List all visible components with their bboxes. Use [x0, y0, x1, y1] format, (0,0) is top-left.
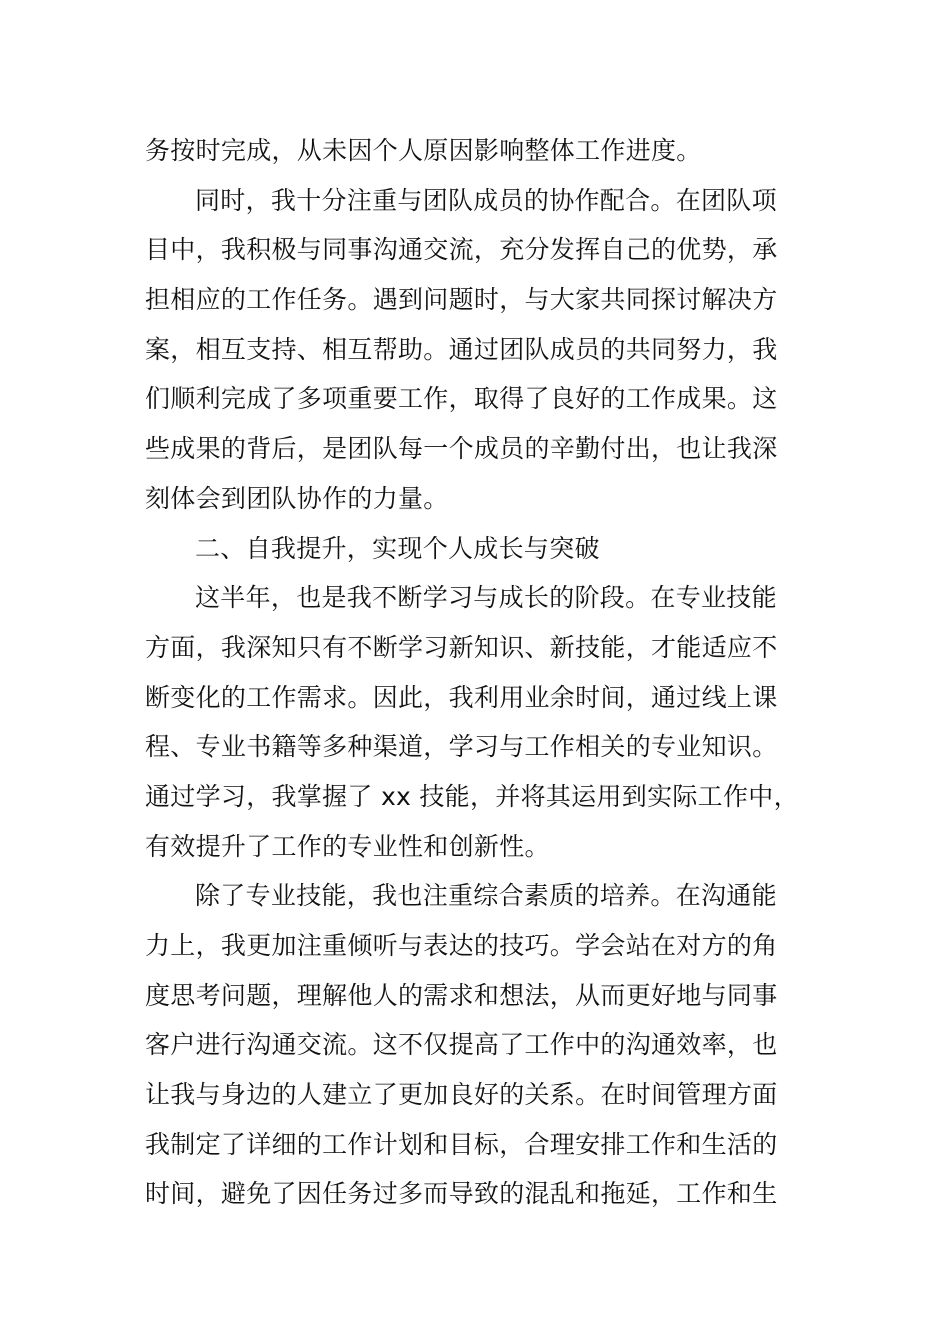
text-line: 务按时完成，从未因个人原因影响整体工作进度。	[145, 136, 702, 165]
text-line: 们顺利完成了多项重要工作，取得了良好的工作成果。这	[145, 384, 778, 414]
text-line: 我制定了详细的工作计划和目标，合理安排工作和生活的	[145, 1129, 778, 1159]
text-line: 程、专业书籍等多种渠道，学习与工作相关的专业知识。	[145, 732, 778, 762]
text-line: 这半年，也是我不断学习与成长的阶段。在专业技能	[195, 583, 777, 613]
text-line: 些成果的背后，是团队每一个成员的辛勤付出，也让我深	[145, 434, 778, 464]
text-line: 案，相互支持、相互帮助。通过团队成员的共同努力，我	[145, 334, 778, 364]
text-line: 二、自我提升，实现个人成长与突破	[195, 533, 600, 563]
text-line: 除了专业技能，我也注重综合素质的培养。在沟通能	[195, 881, 777, 911]
text-line: 方面，我深知只有不断学习新知识、新技能，才能适应不	[145, 632, 778, 662]
text-line: 度思考问题，理解他人的需求和想法，从而更好地与同事	[145, 980, 778, 1010]
document-body	[145, 126, 810, 1219]
text-line: 断变化的工作需求。因此，我利用业余时间，通过线上课	[145, 682, 778, 712]
text-line: 刻体会到团队协作的力量。	[145, 483, 449, 513]
text-line: 担相应的工作任务。遇到问题时，与大家共同探讨解决方	[145, 285, 778, 315]
text-line: 时间，避免了因任务过多而导致的混乱和拖延，工作和生	[145, 1179, 778, 1209]
text-line: 通过学习，我掌握了 xx 技能，并将其运用到实际工作中，	[145, 781, 799, 811]
text-line: 同时，我十分注重与团队成员的协作配合。在团队项	[195, 185, 777, 215]
text-line: 力上，我更加注重倾听与表达的技巧。学会站在对方的角	[145, 931, 778, 960]
text-line: 客户进行沟通交流。这不仅提高了工作中的沟通效率，也	[145, 1030, 778, 1060]
text-line: 有效提升了工作的专业性和创新性。	[145, 831, 550, 861]
text-line: 目中，我积极与同事沟通交流，充分发挥自己的优势，承	[145, 235, 778, 265]
text-line: 让我与身边的人建立了更加良好的关系。在时间管理方面	[145, 1080, 778, 1110]
